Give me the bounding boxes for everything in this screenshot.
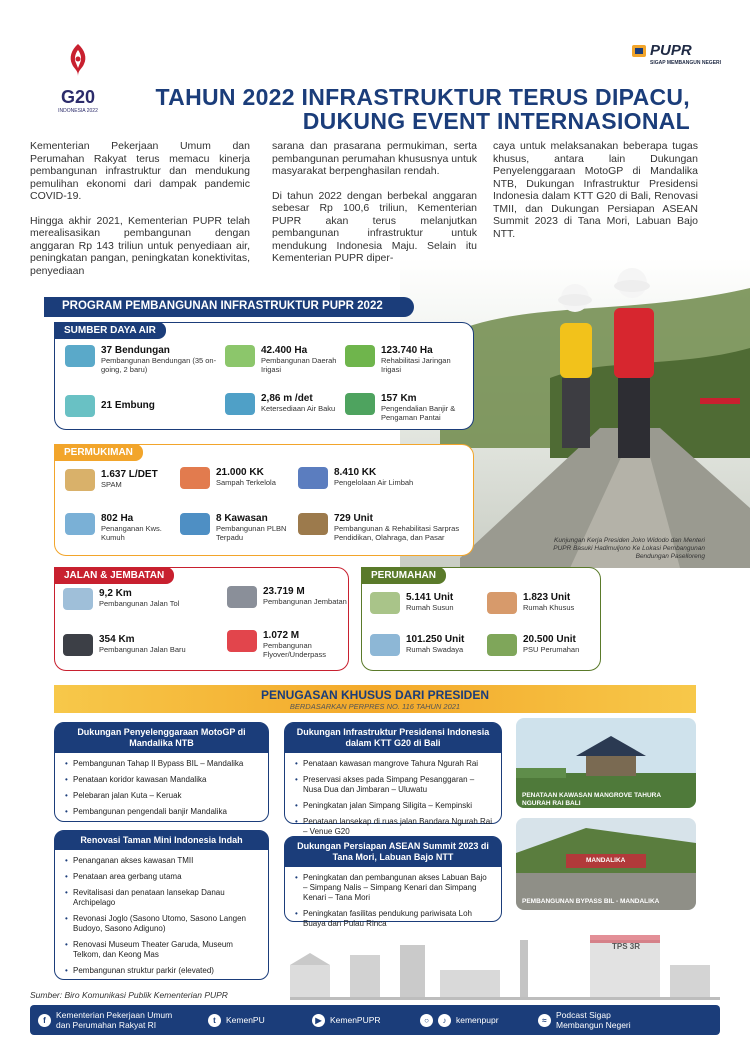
facebook-icon: f	[38, 1014, 51, 1027]
mangrove-label: PENATAAN KAWASAN MANGROVE TAHURA NGURAH RAI BALI	[522, 792, 661, 807]
tmii-card	[54, 830, 269, 980]
water-supply-icon	[65, 469, 95, 491]
list-item: • Preservasi akses pada Simpang Pesanggaran – Nusa Dua dan Jimbaran – Uluwatu	[295, 775, 493, 795]
list-item: • Peningkatan dan pembangunan akses Labuan Bajo – Simpang Nalis – Simpang Kenari dan Simpang Kenari – Tana Mori	[295, 873, 493, 903]
instagram-icon: ○	[420, 1014, 433, 1027]
jalan-desc: Pembangunan Jembatan	[263, 597, 347, 606]
perumahan-value: 20.500 Unit	[523, 634, 576, 645]
mangrove-photo	[516, 718, 696, 808]
mandalika-photo	[516, 818, 696, 910]
intro-paragraph: sarana dan prasarana permukiman, serta pembangunan perumahan khususnya untuk masyarakat berpenghasilan rendah.	[272, 140, 477, 177]
bridge-icon	[227, 586, 257, 608]
motogp-card	[54, 722, 269, 822]
list-item: • Renovasi Museum Theater Garuda, Museum Telkom, dan Keong Mas	[65, 940, 260, 960]
tmii-card-title: Renovasi Taman Mini Indonesia Indah	[55, 831, 268, 850]
jalan-value: 354 Km	[99, 634, 135, 645]
title-line-1: TAHUN 2022 INFRASTRUKTUR TERUS DIPACU,	[155, 84, 690, 110]
perumahan-desc: Rumah Susun	[406, 603, 454, 612]
sda-desc: Pembangunan Daerah Irigasi	[261, 356, 337, 374]
youtube-label: KemenPUPR	[330, 1015, 381, 1025]
sda-value: 21 Embung	[101, 400, 155, 411]
penugasan-banner	[54, 685, 696, 713]
source-credit: Sumber: Biro Komunikasi Publik Kementerian PUPR	[30, 990, 228, 1000]
perumahan-value: 101.250 Unit	[406, 634, 465, 645]
perumahan-section	[361, 567, 601, 671]
intro-column-2	[272, 140, 477, 277]
perumahan-item	[370, 634, 485, 656]
permukiman-item	[180, 467, 298, 489]
waste-truck-icon	[180, 467, 210, 489]
sda-item	[345, 345, 470, 374]
pupr-emblem-icon	[632, 45, 646, 57]
flat-building-icon	[370, 592, 400, 614]
jalan-value: 23.719 M	[263, 586, 305, 597]
list-item: • Revitalisasi dan penataan lansekap Danau Archipelago	[65, 888, 260, 908]
jalan-desc: Pembangunan Jalan Tol	[99, 599, 180, 608]
permukiman-desc: SPAM	[101, 480, 122, 489]
sda-value: 42.400 Ha	[261, 345, 308, 356]
list-item: • Pembangunan Tahap II Bypass BIL – Mandalika	[65, 759, 260, 769]
permukiman-desc: Pengelolaan Air Limbah	[334, 478, 414, 487]
twitter-label: KemenPU	[226, 1015, 265, 1025]
permukiman-desc: Penanganan Kws. Kumuh	[101, 524, 162, 542]
list-item: • Revonasi Joglo (Sasono Utomo, Sasono Langen Budoyo, Sasono Adiguno)	[65, 914, 260, 934]
permukiman-value: 21.000 KK	[216, 467, 264, 478]
water-tap-icon	[225, 393, 255, 415]
self-help-house-icon	[370, 634, 400, 656]
permukiman-desc: Pembangunan & Rehabilitasi Sarpras Pendidikan, Olahraga, dan Pasar	[334, 524, 460, 542]
sda-value: 157 Km	[381, 393, 417, 404]
jalan-item	[63, 588, 223, 610]
perumahan-value: 1.823 Unit	[523, 592, 571, 603]
dam-icon	[65, 345, 95, 367]
reservoir-icon	[65, 395, 95, 417]
program-banner: PROGRAM PEMBANGUNAN INFRASTRUKTUR PUPR 2022	[44, 297, 414, 317]
permukiman-value: 8.410 KK	[334, 467, 377, 478]
pupr-logo	[632, 42, 732, 70]
twitter-link[interactable]	[208, 1005, 265, 1035]
mandalika-label: PEMBANGUNAN BYPASS BIL - MANDALIKA	[522, 898, 660, 905]
permukiman-item	[298, 513, 468, 542]
permukiman-value: 1.637 L/DET	[101, 469, 158, 480]
list-item: • Peningkatan jalan Simpang Siligita – Kempinski	[295, 801, 493, 811]
sda-section	[54, 322, 474, 430]
sda-item	[345, 393, 470, 422]
jalan-desc: Pembangunan Flyover/Underpass	[263, 641, 326, 659]
intro-paragraph: Di tahun 2022 dengan berbekal anggaran sebesar Rp 100,6 triliun, Kementerian PUPR akan terus melanjutkan pembangunan infrastruktur untuk mendukung Indonesia Maju. Selain itu Kementerian PUPR diper-	[272, 189, 477, 264]
sda-desc: Pengendalian Banjir & Pengaman Pantai	[381, 404, 456, 422]
g20-emblem-icon	[63, 42, 93, 80]
jalan-item	[63, 634, 223, 656]
perumahan-desc: PSU Perumahan	[523, 645, 580, 654]
sda-label: SUMBER DAYA AIR	[54, 322, 166, 339]
youtube-icon: ▶	[312, 1014, 325, 1027]
border-post-icon	[180, 513, 210, 535]
jalan-item	[227, 630, 347, 659]
list-item: • Penataan area gerbang utama	[65, 872, 260, 882]
g20-subtext: INDONESIA 2022	[58, 108, 98, 114]
penugasan-subtitle: BERDASARKAN PERPRES NO. 116 TAHUN 2021	[289, 702, 461, 711]
jalan-value: 9,2 Km	[99, 588, 132, 599]
spotify-icon: ≈	[538, 1014, 551, 1027]
list-item: • Pelebaran jalan Kuta – Keruak	[65, 791, 260, 801]
list-item: • Penataan lansekap di ruas jalan Bandara Ngurah Rai – Venue G20	[295, 817, 493, 837]
podcast-link[interactable]	[538, 1005, 658, 1035]
youtube-link[interactable]	[312, 1005, 381, 1035]
wastewater-icon	[298, 467, 328, 489]
tps-sign: TPS 3R	[612, 942, 641, 951]
perumahan-desc: Rumah Khusus	[523, 603, 575, 612]
list-item: • Pembangunan struktur parkir (elevated)	[65, 966, 260, 976]
permukiman-desc: Sampah Terkelola	[216, 478, 276, 487]
permukiman-item	[298, 467, 468, 489]
public-facility-icon	[298, 513, 328, 535]
permukiman-label: PERMUKIMAN	[54, 444, 143, 461]
jalan-value: 1.072 M	[263, 630, 300, 641]
list-item: • Penataan kawasan mangrove Tahura Ngurah Rai	[295, 759, 493, 769]
perumahan-item	[487, 634, 599, 656]
footer	[30, 1005, 720, 1035]
mandalika-sign: MANDALIKA	[586, 857, 626, 864]
permukiman-item	[65, 513, 183, 542]
twitter-icon: t	[208, 1014, 221, 1027]
sda-desc: Pembangunan Bendungan (35 on-going, 2 baru)	[101, 356, 217, 374]
perumahan-item	[487, 592, 599, 614]
sda-item	[225, 345, 345, 374]
pupr-text: PUPR	[650, 42, 692, 59]
list-item: • Pembangunan pengendali banjir Mandalika	[65, 807, 260, 817]
housing-psu-icon	[487, 634, 517, 656]
sda-desc: Rehabilitasi Jaringan Irigasi	[381, 356, 451, 374]
penugasan-title: PENUGASAN KHUSUS DARI PRESIDEN	[260, 688, 490, 702]
motogp-card-title: Dukungan Penyelenggaraan MotoGP di Mandalika NTB	[55, 723, 268, 753]
g20-card-title: Dukungan Infrastruktur Presidensi Indonesia dalam KTT G20 di Bali	[285, 723, 501, 753]
g20-logo	[48, 42, 108, 114]
irrigation-network-icon	[345, 345, 375, 367]
permukiman-value: 729 Unit	[334, 513, 373, 524]
jalan-section	[54, 567, 349, 671]
sda-item	[65, 345, 225, 374]
pupr-tagline: SIGAP MEMBANGUN NEGERI	[650, 60, 722, 66]
title-line-2: DUKUNG EVENT INTERNASIONAL	[302, 108, 690, 134]
sda-item	[225, 393, 345, 415]
intro-paragraph: Kementerian Pekerjaan Umum dan Perumahan Rakyat terus memacu kinerja pembangunan infrastruktur dan mendukung pemulihan ekonomi dari dampak pandemic COVID-19.	[30, 140, 250, 202]
permukiman-value: 802 Ha	[101, 513, 134, 524]
intro-column-1	[30, 140, 250, 289]
list-item: • Peningkatan fasilitas pendukung pariwisata Loh Buaya dan Pulau Rinca	[295, 909, 493, 929]
instagram-link[interactable]	[420, 1005, 499, 1035]
perumahan-desc: Rumah Swadaya	[406, 645, 464, 654]
perumahan-value: 5.141 Unit	[406, 592, 454, 603]
photo-caption: Kunjungan Kerja Presiden Joko Widodo dan Menteri PUPR Basuki Hadimuljono Ke Lokasi Pembangunan Bendungan Paselloreng	[553, 537, 705, 560]
permukiman-item	[65, 469, 183, 491]
instagram-label: kemenpupr	[456, 1015, 499, 1025]
podcast-label: Podcast Sigap Membangun Negeri	[556, 1010, 631, 1030]
permukiman-desc: Pembangunan PLBN Terpadu	[216, 524, 287, 542]
asean-card-title: Dukungan Persiapan ASEAN Summit 2023 di Tana Mori, Labuan Bajo NTT	[285, 837, 501, 867]
sda-item	[65, 395, 225, 417]
g20-text: G20	[60, 87, 96, 107]
facebook-label: Kementerian Pekerjaan Umum dan Perumahan Rakyat RI	[56, 1010, 173, 1030]
tiktok-icon: ♪	[438, 1014, 451, 1027]
perumahan-item	[370, 592, 485, 614]
permukiman-value: 8 Kawasan	[216, 513, 268, 524]
list-item: • Penataan koridor kawasan Mandalika	[65, 775, 260, 785]
permukiman-item	[180, 513, 298, 542]
sda-value: 123.740 Ha	[381, 345, 433, 356]
city-illustration	[290, 925, 720, 1000]
special-house-icon	[487, 592, 517, 614]
intro-paragraph: caya untuk melaksanakan beberapa tugas khusus, antara lain Dukungan Penyelenggaraan MotoGP di Mandalika NTB, Dukungan Infrastruktur Presidensi Indonesia dalam KTT G20 di Bali, Renovasi TMII, dan Dukungan Persiapan ASEAN Summit 2023 di Tana Mori, Labuan Bajo NTT.	[493, 140, 698, 240]
slum-area-icon	[65, 513, 95, 535]
sda-desc: Ketersediaan Air Baku	[261, 404, 336, 413]
flyover-icon	[227, 630, 257, 652]
asean-card	[284, 836, 502, 928]
page-title	[120, 85, 690, 133]
flood-control-icon	[345, 393, 375, 415]
list-item: • Penanganan akses kawasan TMII	[65, 856, 260, 866]
new-road-icon	[63, 634, 93, 656]
jalan-item	[227, 586, 347, 608]
sda-value: 37 Bendungan	[101, 345, 170, 356]
intro-column-3	[493, 140, 698, 252]
permukiman-section	[54, 444, 474, 556]
perumahan-label: PERUMAHAN	[361, 567, 446, 584]
sda-value: 2,86 m /det	[261, 393, 313, 404]
g20-card	[284, 722, 502, 836]
irrigation-icon	[225, 345, 255, 367]
jalan-label: JALAN & JEMBATAN	[54, 567, 174, 584]
toll-road-icon	[63, 588, 93, 610]
facebook-link[interactable]	[38, 1005, 188, 1035]
jalan-desc: Pembangunan Jalan Baru	[99, 645, 186, 654]
intro-paragraph: Hingga akhir 2021, Kementerian PUPR telah merealisasikan pembangunan dengan anggaran Rp 143 triliun untuk penyediaan air, peningkatan pangan, peningkatan konektivitas, penyediaan	[30, 214, 250, 277]
